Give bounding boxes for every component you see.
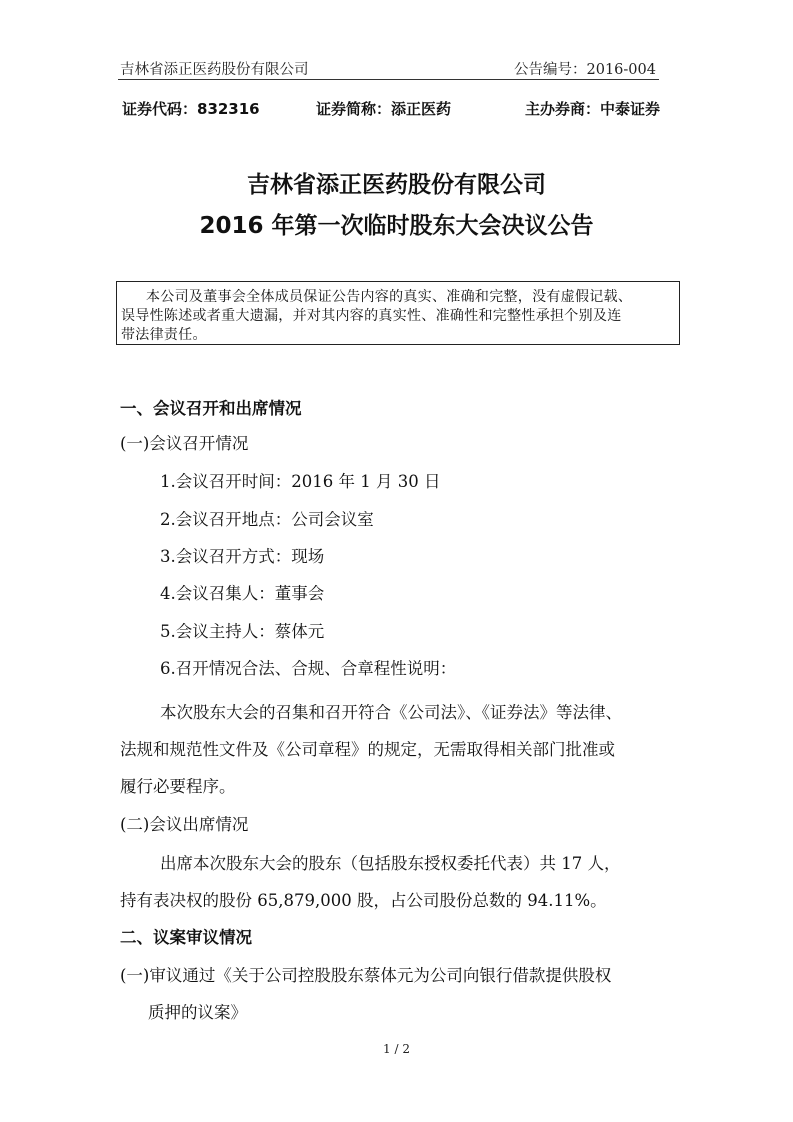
header-company: 吉林省添正医药股份有限公司 bbox=[120, 62, 309, 78]
disclaimer-line-1: 本公司及董事会全体成员保证公告内容的真实、准确和完整，没有虚假记载、 bbox=[146, 289, 633, 305]
list-item: 2.会议召开地点：公司会议室 bbox=[160, 510, 374, 529]
legal-paragraph-line-3: 履行必要程序。 bbox=[120, 777, 236, 796]
securities-code: 证券代码：832316 bbox=[122, 100, 260, 118]
list-item: 4.会议召集人：董事会 bbox=[160, 584, 325, 603]
subsection-heading-1-1: (一)会议召开情况 bbox=[120, 434, 249, 453]
legal-paragraph-line-2: 法规和规范性文件及《公司章程》的规定，无需取得相关部门批准或 bbox=[120, 740, 615, 759]
section-heading-2: 二、议案审议情况 bbox=[120, 928, 252, 947]
document-title-line1: 吉林省添正医药股份有限公司 bbox=[247, 172, 546, 198]
document-title-line2: 2016 年第一次临时股东大会决议公告 bbox=[199, 213, 594, 239]
securities-broker: 主办券商：中泰证券 bbox=[525, 100, 661, 118]
securities-abbr: 证券简称：添正医药 bbox=[316, 100, 452, 118]
attendance-paragraph-line-2: 持有表决权的股份 65,879,000 股，占公司股份总数的 94.11%。 bbox=[120, 891, 607, 910]
header-notice-number: 公告编号：2016-004 bbox=[514, 62, 656, 78]
disclaimer-box bbox=[116, 281, 680, 345]
header-divider bbox=[118, 79, 659, 80]
subsection-heading-2-1: (一)审议通过《关于公司控股股东蔡体元为公司向银行借款提供股权 bbox=[120, 966, 612, 985]
subsection-heading-1-2: (二)会议出席情况 bbox=[120, 815, 249, 834]
list-item: 1.会议召开时间：2016 年 1 月 30 日 bbox=[160, 472, 441, 491]
list-item: 3.会议召开方式：现场 bbox=[160, 547, 325, 566]
attendance-paragraph-line-1: 出席本次股东大会的股东（包括股东授权委托代表）共 17 人， bbox=[160, 854, 621, 873]
legal-paragraph-line-1: 本次股东大会的召集和召开符合《公司法》、《证券法》等法律、 bbox=[160, 703, 622, 722]
section-heading-1: 一、会议召开和出席情况 bbox=[120, 399, 302, 418]
disclaimer-line-3: 带法律责任。 bbox=[121, 327, 207, 343]
list-item: 5.会议主持人：蔡体元 bbox=[160, 622, 325, 641]
list-item: 6.召开情况合法、合规、合章程性说明： bbox=[160, 659, 457, 678]
disclaimer-line-2: 误导性陈述或者重大遗漏，并对其内容的真实性、准确性和完整性承担个别及连 bbox=[121, 308, 622, 324]
subsection-heading-2-1-cont: 质押的议案》 bbox=[148, 1003, 247, 1022]
page-number: 1 / 2 bbox=[383, 1042, 410, 1056]
